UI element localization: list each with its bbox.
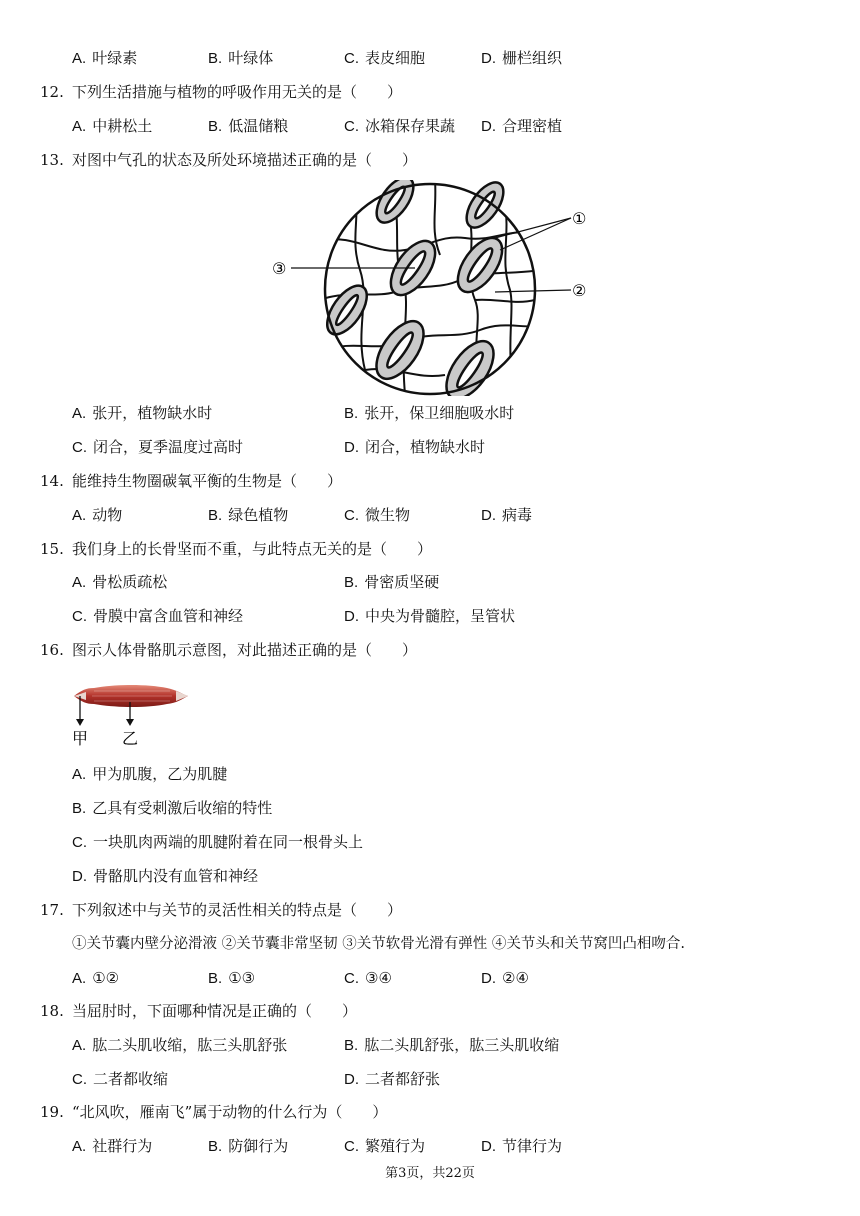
q16-option-c: C. 一块肌肉两端的肌腱附着在同一根骨头上 [72,833,364,851]
q18-stem: 18. 当屈肘时，下面哪种情况是正确的（ ） [40,1002,358,1020]
q14-option-b: B. 绿色植物 [208,506,289,524]
q15-option-b: B. 骨密质坚硬 [344,573,440,591]
label-jia: 甲 [72,729,89,748]
page-footer: 第3页，共22页 [385,1166,475,1181]
q12-option-c: C. 冰箱保存果蔬 [344,117,456,135]
q16-stem: 16. 图示人体骨骼肌示意图，对此描述正确的是（ ） [40,641,418,659]
q16-option-d: D. 骨骼肌内没有血管和神经 [72,867,259,885]
q14-option-d: D. 病毒 [481,506,533,524]
stomata-diagram [265,180,605,396]
q15-option-a: A. 骨松质疏松 [72,573,168,591]
muscle-diagram [72,676,192,750]
q19-option-a: A. 社群行为 [72,1137,153,1155]
q17-stem: 17. 下列叙述中与关节的灵活性相关的特点是（ ） [40,901,403,919]
q18-option-c: C. 二者都收缩 [72,1070,169,1088]
q17-option-b: B. ①③ [208,969,256,987]
q14-option-a: A. 动物 [72,506,123,524]
q19-option-c: C. 繁殖行为 [344,1137,426,1155]
q13-option-c: C. 闭合，夏季温度过高时 [72,438,244,456]
q19-option-b: B. 防御行为 [208,1137,289,1155]
q19-option-d: D. 节律行为 [481,1137,563,1155]
q18-option-d: D. 二者都舒张 [344,1070,441,1088]
q13-option-a: A. 张开，植物缺水时 [72,404,213,422]
q15-option-c: C. 骨膜中富含血管和神经 [72,607,244,625]
label-2: ② [572,281,587,300]
q15-option-d: D. 中央为骨髓腔，呈管状 [344,607,516,625]
q11-option-a: A. 叶绿素 [72,49,138,67]
q11-option-c: C. 表皮细胞 [344,49,426,67]
q13-stem: 13. 对图中气孔的状态及所处环境描述正确的是（ ） [40,151,418,169]
q18-option-a: A. 肱二头肌收缩，肱三头肌舒张 [72,1036,288,1054]
q13-option-b: B. 张开，保卫细胞吸水时 [344,404,515,422]
q16-option-a: A. 甲为肌腹，乙为肌腱 [72,765,228,783]
label-yi: 乙 [122,729,139,748]
q17-option-d: D. ②④ [481,969,529,987]
q14-option-c: C. 微生物 [344,506,411,524]
q12-option-a: A. 中耕松土 [72,117,153,135]
q16-option-b: B. 乙具有受刺激后收缩的特性 [72,799,273,817]
q13-option-d: D. 闭合，植物缺水时 [344,438,486,456]
q12-option-b: B. 低温储粮 [208,117,289,135]
q11-option-b: B. 叶绿体 [208,49,274,67]
label-1: ① [572,209,587,228]
label-3: ③ [272,259,287,278]
q12-option-d: D. 合理密植 [481,117,563,135]
q17-statement: ①关节囊内壁分泌滑液 ②关节囊非常坚韧 ③关节软骨光滑有弹性 ④关节头和关节窝凹凸相吻合. [72,936,685,952]
q14-stem: 14. 能维持生物圈碳氧平衡的生物是（ ） [40,472,343,490]
q11-option-d: D. 栅栏组织 [481,49,563,67]
q17-option-c: C. ③④ [344,969,392,987]
q12-stem: 12. 下列生活措施与植物的呼吸作用无关的是（ ） [40,83,403,101]
q17-option-a: A. ①② [72,969,120,987]
q18-option-b: B. 肱二头肌舒张，肱三头肌收缩 [344,1036,560,1054]
q19-stem: 19. “北风吹，雁南飞”属于动物的什么行为（ ） [40,1103,388,1121]
q15-stem: 15. 我们身上的长骨坚而不重，与此特点无关的是（ ） [40,540,433,558]
